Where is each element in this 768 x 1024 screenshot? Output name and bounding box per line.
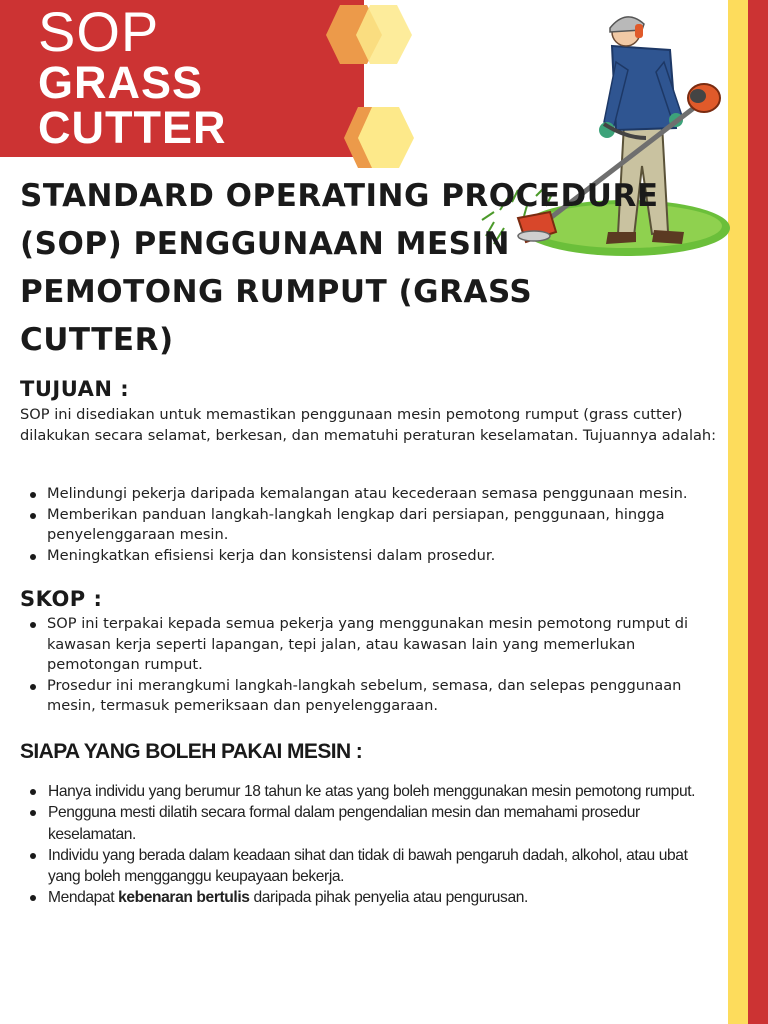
list-item: Prosedur ini merangkumi langkah-langkah sebelum, semasa, dan selepas penggunaan mesin, termasuk pemeriksaan dan penyelenggaraan. bbox=[28, 676, 718, 717]
skop-heading: SKOP : bbox=[20, 587, 103, 611]
siapa-heading: SIAPA YANG BOLEH PAKAI MESIN : bbox=[20, 740, 363, 763]
red-side-stripe bbox=[748, 0, 768, 1024]
last-item-suffix: daripada pihak penyelia atau pengurusan. bbox=[249, 889, 528, 907]
list-item: Pengguna mesti dilatih secara formal dalam pengendalian mesin dan memahami prosedur keselamatan. bbox=[28, 802, 708, 845]
list-item bbox=[28, 887, 708, 908]
list-item: SOP ini terpakai kepada semua pekerja yang menggunakan mesin pemotong rumput di kawasan kerja seperti lapangan, tepi jalan, atau kawasan lain yang memerlukan pemotongan rumput. bbox=[28, 614, 718, 676]
hexagon-decoration-icon bbox=[318, 0, 428, 180]
header-banner bbox=[0, 0, 364, 157]
tujuan-heading: TUJUAN : bbox=[20, 377, 130, 401]
list-item: Meningkatkan efisiensi kerja dan konsistensi dalam prosedur. bbox=[28, 546, 718, 567]
list-item: Memberikan panduan langkah-langkah lengkap dari persiapan, penggunaan, hingga penyelenggaraan mesin. bbox=[28, 505, 718, 546]
list-item: Individu yang berada dalam keadaan sihat dan tidak di bawah pengaruh dadah, alkohol, atau ubat yang boleh mengganggu keupayaan bekerja. bbox=[28, 845, 708, 888]
document-title: STANDARD OPERATING PROCEDURE (SOP) PENGGUNAAN MESIN PEMOTONG RUMPUT (GRASS CUTTER) bbox=[20, 178, 659, 358]
list-item: Hanya individu yang berumur 18 tahun ke atas yang boleh menggunakan mesin pemotong rumput. bbox=[28, 781, 708, 802]
written-permission-bold: kebenaran bertulis bbox=[118, 889, 250, 907]
list-item: Melindungi pekerja daripada kemalangan atau kecederaan semasa penggunaan mesin. bbox=[28, 484, 718, 505]
last-item-prefix: Mendapat bbox=[48, 889, 119, 907]
header-grass: GRASS bbox=[38, 57, 204, 108]
header-cutter: CUTTER bbox=[38, 102, 227, 153]
siapa-list bbox=[28, 781, 708, 909]
tujuan-intro: SOP ini disediakan untuk memastikan penggunaan mesin pemotong rumput (grass cutter) dilakukan secara selamat, berkesan, dan mematuhi peraturan keselamatan. Tujuannya adalah: bbox=[20, 406, 717, 444]
tujuan-list bbox=[28, 484, 718, 566]
skop-list bbox=[28, 614, 718, 717]
header-sop: SOP bbox=[38, 0, 160, 63]
